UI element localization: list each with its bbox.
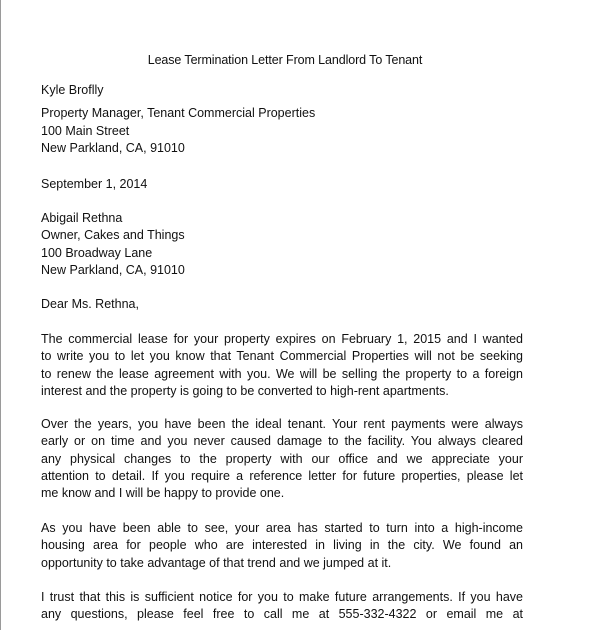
paragraph-line: attention to detail. If you require a reference letter for future properties, please let: [41, 468, 523, 483]
sender-title: Property Manager, Tenant Commercial Properties: [41, 106, 316, 121]
paragraph-line: early or on time and you never caused damage to the facility. You always cleared: [41, 434, 523, 449]
paragraph-line: As you have been able to see, your area has started to turn into a high-income: [41, 521, 523, 535]
paragraph-1: [41, 331, 523, 400]
page-edge: [0, 0, 1, 630]
paragraph-3: [41, 520, 523, 572]
date-text: September 1, 2014: [41, 177, 148, 191]
paragraph-line: any questions, please feel free to call me at 555-332-4322 or email me at: [41, 607, 523, 622]
paragraph-line: me know and I will be happy to provide one.: [41, 486, 285, 501]
paragraph-line: interest and the property is going to be converted to high-rent apartments.: [41, 383, 449, 398]
paragraph-line: opportunity to take advantage of that trend and we jumped at it.: [41, 555, 392, 570]
letter-date: [41, 176, 523, 193]
paragraph-4: [41, 589, 523, 624]
paragraph-line: The commercial lease for your property expires on February 1, 2015 and I wanted: [41, 332, 523, 346]
paragraph-line: to write you to let you know that Tenant Commercial Properties will not be seeking: [41, 349, 523, 364]
paragraph-line: any physical changes to the property with our office and we appreciate your: [41, 451, 523, 466]
salutation: [41, 296, 523, 313]
recipient-street: 100 Broadway Lane: [41, 245, 153, 260]
paragraph-line: housing area for people who are interested in living in the city. We found an: [41, 538, 523, 553]
paragraph-line: I trust that this is sufficient notice for you to make future arrangements. If you have: [41, 590, 523, 604]
sender-street: 100 Main Street: [41, 123, 130, 138]
letter-title: Lease Termination Letter From Landlord To Tenant: [147, 53, 423, 67]
recipient-name: Abigail Rethna: [41, 211, 123, 225]
sender-name: Kyle Broflly: [41, 83, 104, 97]
sender-city: New Parkland, CA, 91010: [41, 140, 185, 155]
recipient-title: Owner, Cakes and Things: [41, 228, 185, 243]
recipient-city: New Parkland, CA, 91010: [41, 262, 185, 277]
paragraph-line: Over the years, you have been the ideal tenant. Your rent payments were always: [41, 417, 523, 431]
sender-address: [41, 82, 523, 157]
paragraph-line: to renew the lease agreement with you. We will be selling the property to a foreign: [41, 366, 523, 381]
paragraph-2: [41, 416, 523, 502]
salutation-text: Dear Ms. Rethna,: [41, 297, 139, 311]
recipient-address: [41, 210, 523, 279]
